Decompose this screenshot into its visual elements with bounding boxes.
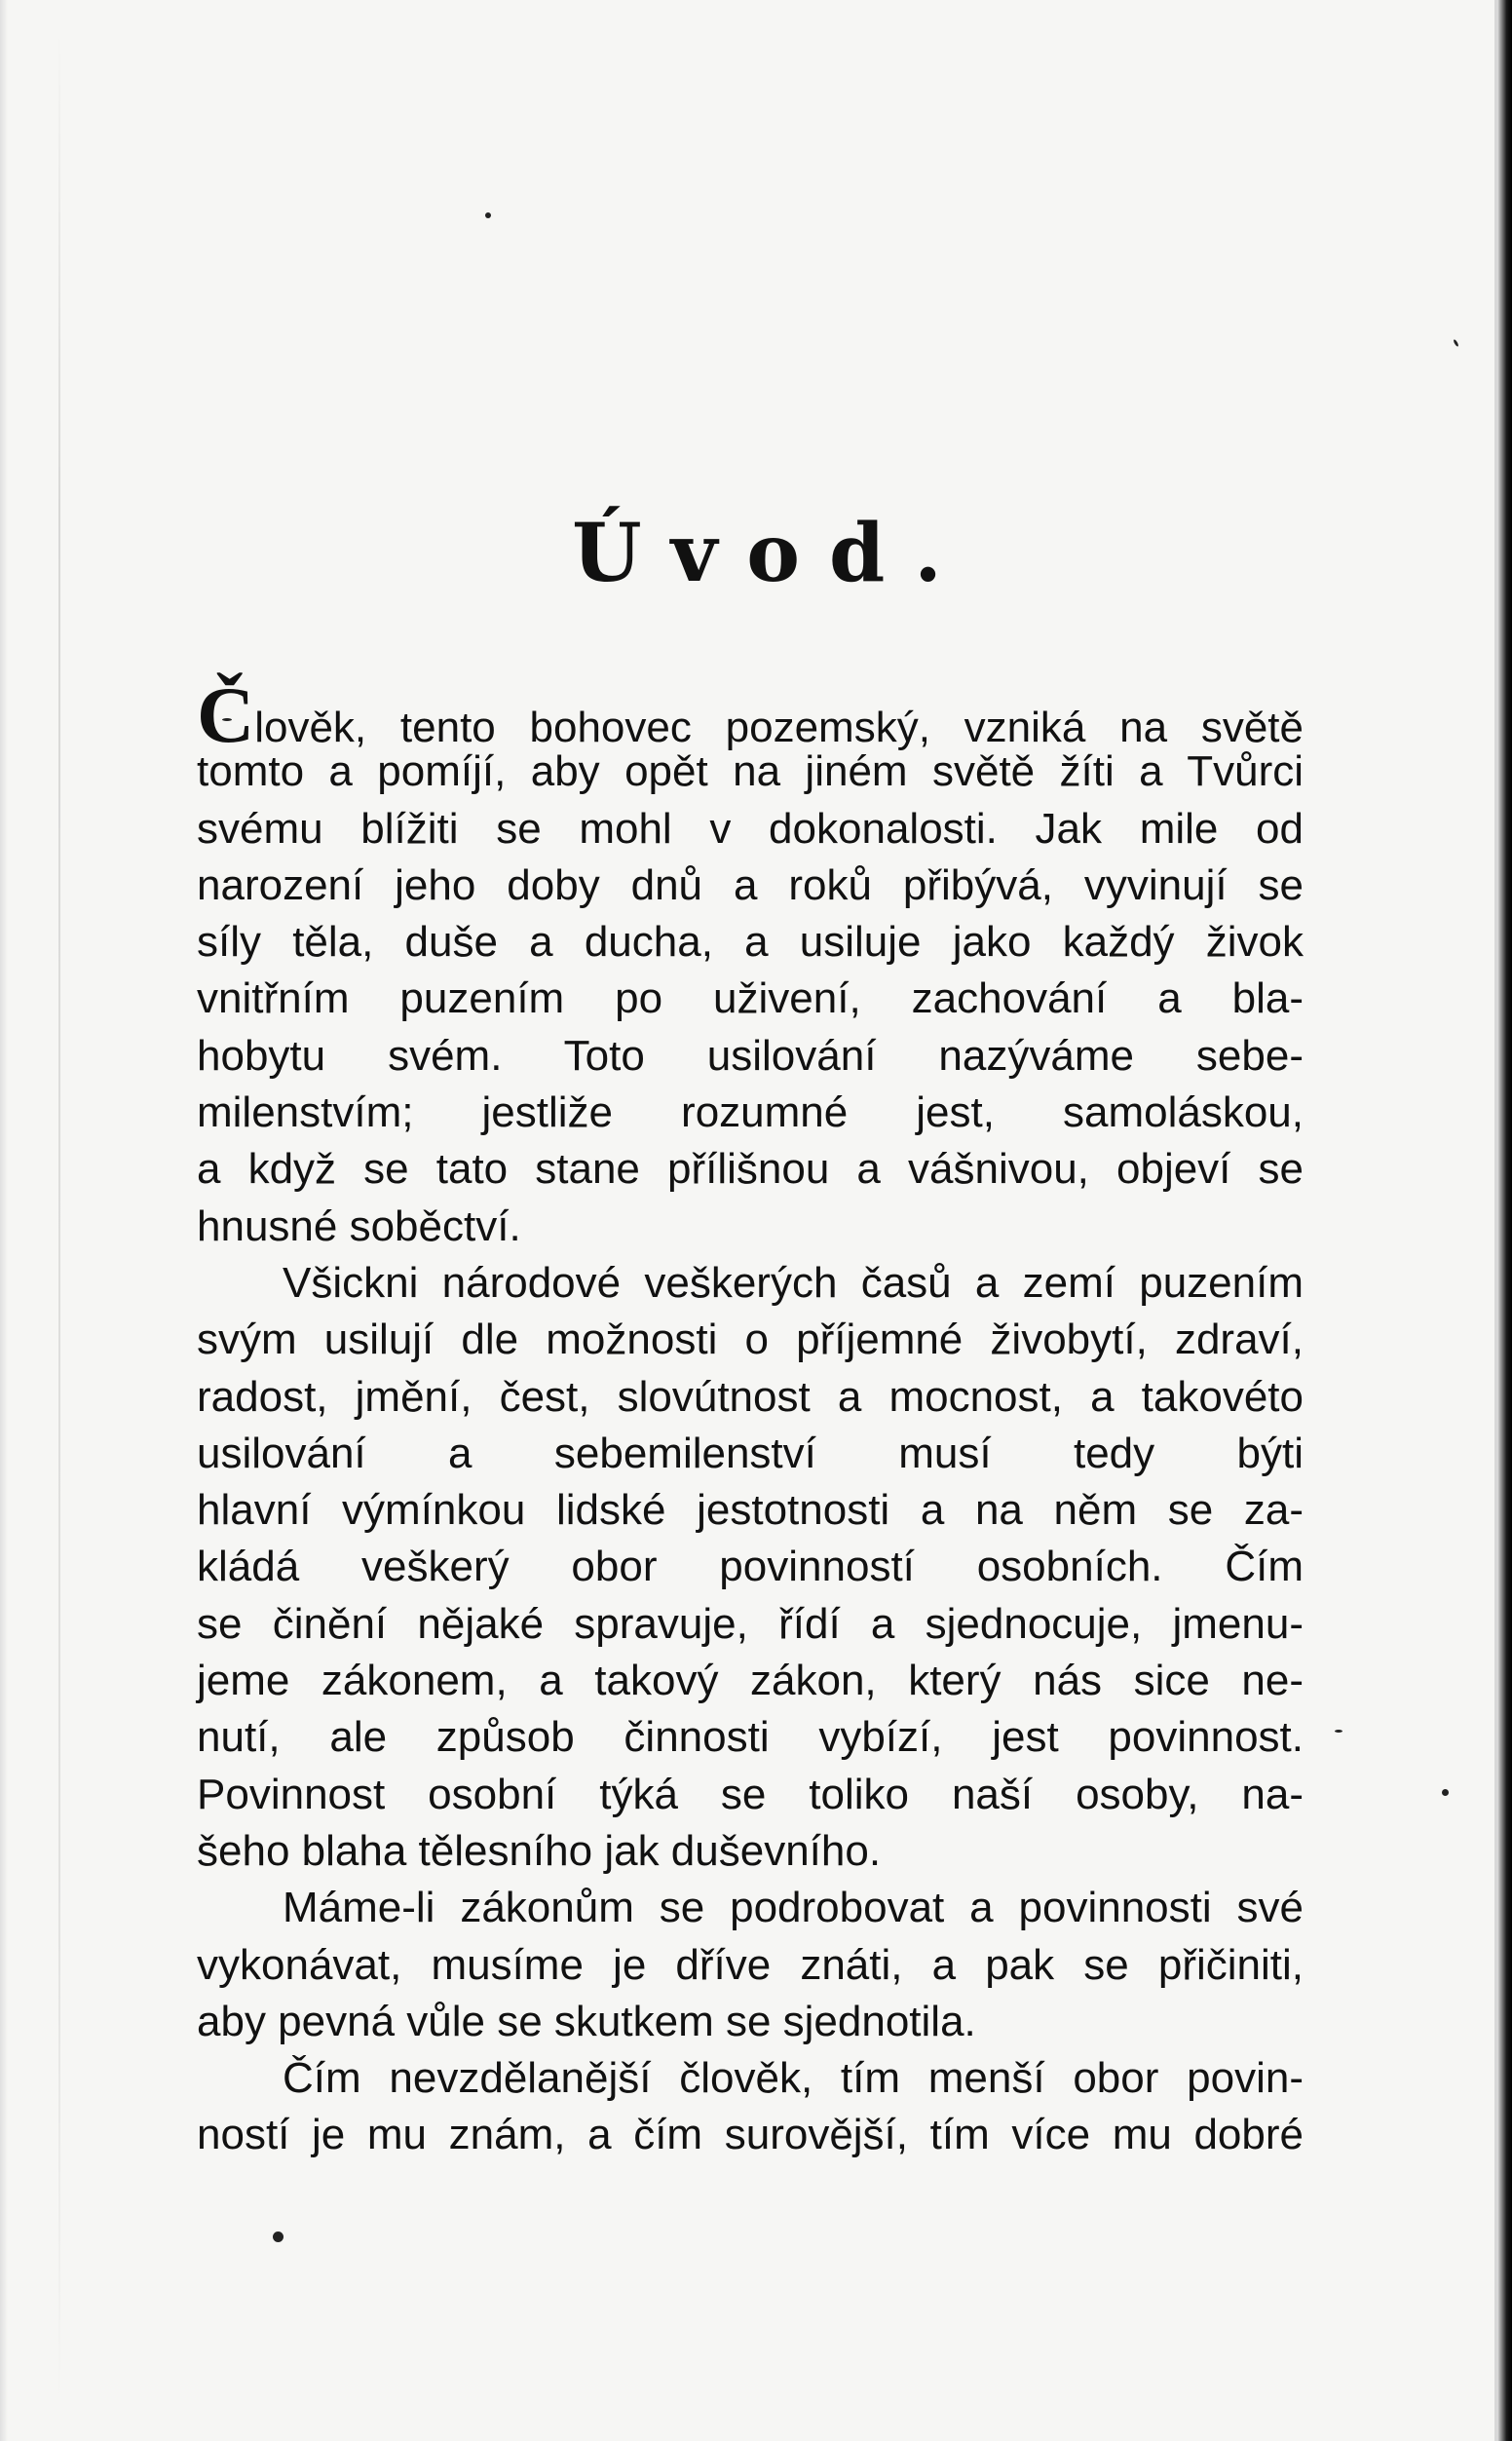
text-line-content: Máme-li zákonům se podrobovat a povinnosti své [283,1884,1304,1932]
scan-speck [273,2231,284,2242]
text-line [197,1028,1304,1085]
text-line-content: kládá veškerý obor povinností osobních. Čím [197,1543,1304,1591]
text-line-content: vykonávat, musíme je dříve znáti, a pak se přičiniti, [197,1940,1304,1989]
scan-speck [1453,339,1459,347]
text-line [197,1199,1304,1255]
text-line-content: usilování a sebemilenství musí tedy býti [197,1429,1304,1477]
text-line-content: Čím nevzdělanější člověk, tím menší obor povin- [283,2054,1304,2103]
text-line-content: hlavní výmínkou lidské jestotnosti a na něm se za- [197,1486,1304,1535]
scan-speck [485,212,491,218]
text-line-content: a když se tato stane přílišnou a vášnivou, objeví se [197,1145,1304,1194]
text-line-content: vnitřním puzením po uživení, zachování a bla- [197,974,1304,1023]
page-fold-shadow [58,29,60,2407]
drop-cap: Č [197,670,255,759]
text-line [197,1085,1304,1141]
text-line-content: narození jeho doby dnů a roků přibývá, vyvinují se [197,860,1304,909]
text-line [197,1482,1304,1539]
text-line-content: šeho blaha tělesního jak duševního. [197,1826,882,1875]
text-line [197,971,1304,1027]
text-line-content: hobytu svém. Toto usilování nazýváme sebe- [197,1031,1304,1080]
text-line [197,1426,1304,1482]
page-left-edge [0,0,8,2441]
text-line [197,914,1304,971]
text-line-content: svým usilují dle možnosti o příjemné živobytí, zdraví, [197,1316,1304,1364]
text-line [197,858,1304,914]
scan-speck [1442,1789,1449,1796]
text-line [197,1823,1304,1880]
text-line [197,1141,1304,1198]
text-line-content: Povinnost osobní týká se toliko naší osoby, na- [197,1770,1304,1818]
text-line [197,1539,1304,1595]
text-line-content: se činění nějaké spravuje, řídí a sjednocuje, jmenu- [197,1599,1304,1648]
text-line-content: tomto a pomíjí, aby opět na jiném světě žíti a Tvůrci [197,747,1304,796]
text-line [197,1596,1304,1653]
text-line-content: hnusné soběctví. [197,1201,521,1250]
text-line [197,1880,1304,1936]
text-line [197,744,1304,800]
chapter-title: Úvod. [572,507,971,600]
text-line [197,1709,1304,1766]
text-line [197,2050,1304,2107]
scan-speck [1335,1730,1342,1733]
text-line [197,2107,1304,2163]
text-line [197,670,1304,759]
text-line-content: nutí, ale způsob činnosti vybízí, jest povinnost. [197,1713,1304,1762]
text-line [197,1653,1304,1709]
text-line [197,1369,1304,1426]
text-line-content: aby pevná vůle se skutkem se sjednotila. [197,1997,976,2045]
text-line-content: svému blížiti se mohl v dokonalosti. Jak mile od [197,804,1304,853]
text-line [197,1994,1304,2050]
text-line [197,801,1304,858]
text-line-content: radost, jmění, čest, slovútnost a mocnost, a takovéto [197,1372,1304,1421]
text-line-content: jeme zákonem, a takový zákon, který nás sice ne- [197,1657,1304,1705]
text-line-content: Všickni národové veškerých časů a zemí puzením [283,1258,1304,1307]
text-line-content: síly těla, duše a ducha, a usiluje jako každý živok [197,918,1304,967]
text-line-content: ností je mu znám, a čím surovější, tím více mu dobré [197,2111,1304,2159]
page-right-edge [1498,0,1512,2441]
text-line-content: lověk, tento bohovec pozemský, vzniká na světě [254,704,1304,751]
text-line [197,1312,1304,1368]
text-line-content: milenstvím; jestliže rozumné jest, samoláskou, [197,1088,1304,1137]
text-line [197,1767,1304,1823]
body-text [197,670,1304,2164]
text-line [197,1937,1304,1994]
text-line [197,1255,1304,1312]
